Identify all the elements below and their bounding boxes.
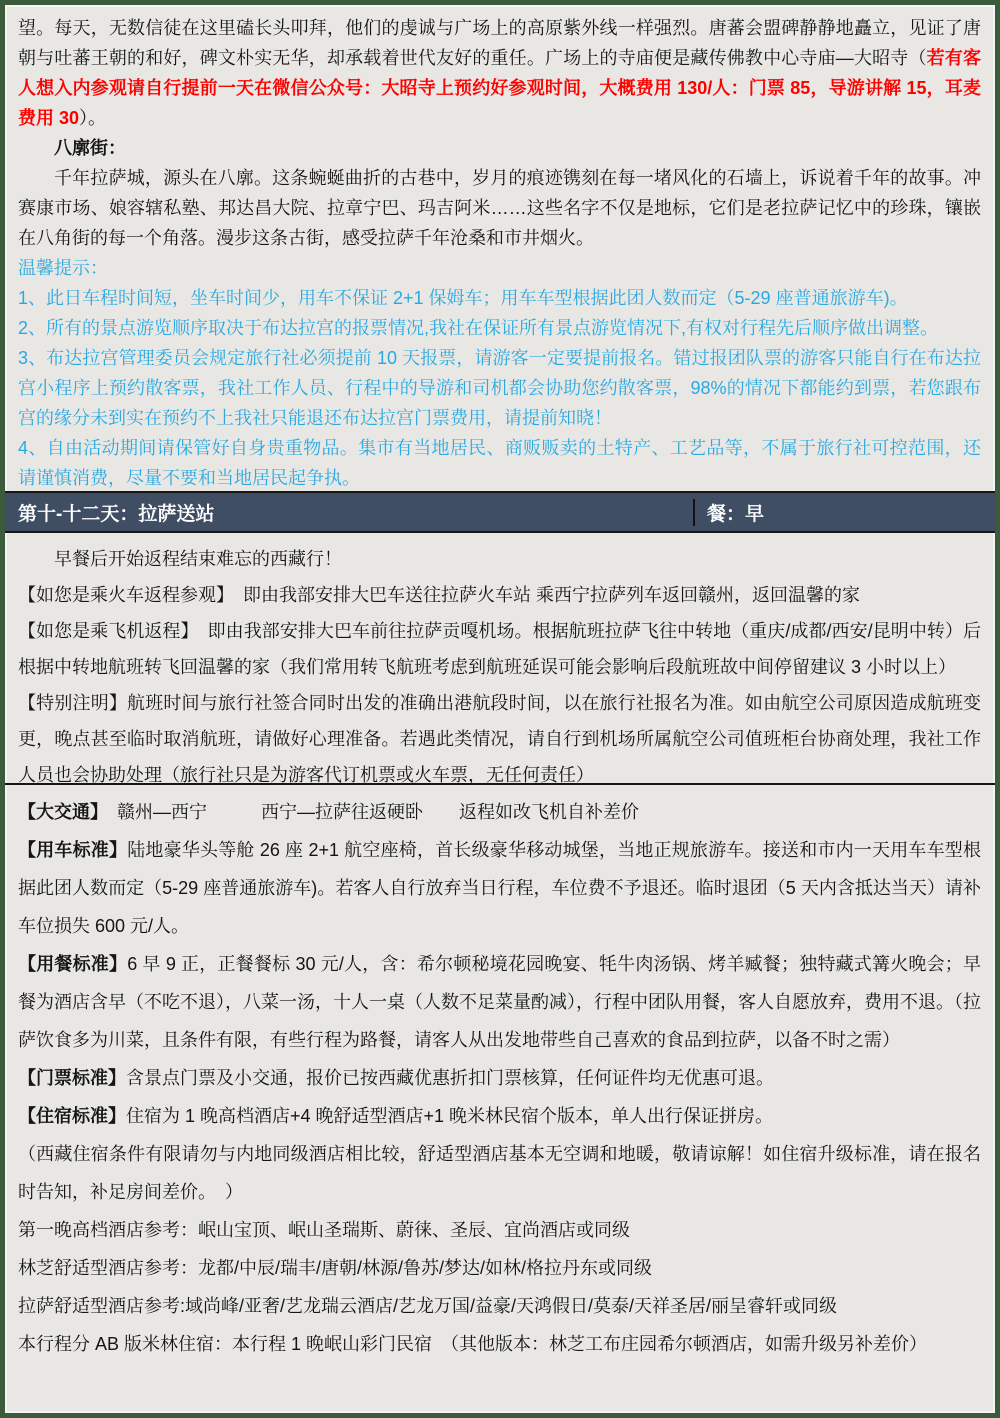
hotel-ref-milin: 本行程分 AB 版米林住宿：本行程 1 晚岷山彩门民宿 （其他版本：林芝工布庄园希尔顿酒店，如需升级另补差价）: [18, 1334, 928, 1354]
tip-item-2: 2、所有的景点游览顺序取决于布达拉宫的报票情况,我社在保证所有景点游览情况下,有权对行程先后顺序做出调整。: [18, 318, 939, 338]
day-meal-info: 餐：早: [693, 499, 995, 526]
standard-vehicle-label: 【用车标准】: [18, 840, 128, 860]
standard-meals-label: 【用餐标准】: [18, 954, 128, 974]
train-return-paragraph: 【如您是乘火车返程参观】 即由我部安排大巴车送往拉萨火车站 乘西宁拉萨列车返回赣州，返回温馨的家: [18, 585, 860, 605]
standard-vehicle-text: 陆地豪华头等舱 26 座 2+1 航空座椅，首长级豪华移动城堡，当地正规旅游车。接送和市内一天用车车型根据此团人数而定（5-29 座普通旅游车)。若客人自行放弃当日行程，车位费不予退还。临时退团（5 天内含抵达当天）请补车位损失 600 元/人。: [18, 840, 982, 936]
jokhang-booking-notice: 若有客人想入内参观请自行提前一天在微信公众号：大昭寺上预约好参观时间，大概费用 130/人：门票 85，导游讲解 15，耳麦费用 30: [18, 48, 982, 128]
standard-tickets: [18, 1059, 981, 1097]
section-intro-notes: [5, 5, 995, 491]
tips-title: 温馨提示：: [18, 258, 108, 278]
tip-item-1: 1、此日车程时间短，坐车时间少，用车不保证 2+1 保姆车；用车车型根据此团人数而定（5-29 座普通旅游车)。: [18, 288, 908, 308]
day-header-bar: [5, 491, 995, 533]
standard-transport-label: 【大交通】: [18, 802, 99, 822]
jokhang-text: 望。每天，无数信徒在这里磕长头叩拜，他们的虔诚与广场上的高原紫外线一样强烈。唐蕃会盟碑静静地矗立，见证了唐朝与吐蕃王朝的和好，碑文朴实无华，却承载着世代友好的重任。广场上的寺庙便是藏传佛教中心寺庙—大昭寺（: [18, 18, 981, 68]
standard-meals-text: 6 早 9 正，正餐餐标 30 元/人，含：希尔顿秘境花园晚宴、牦牛肉汤锅、烤羊臧餐；独特藏式篝火晚会；早餐为酒店含早（不吃不退），八菜一汤，十人一桌（人数不足菜量酌减），行程中团队用餐，客人自愿放弃，费用不退。（拉萨饮食多为川菜，且条件有限，有些行程为路餐，请客人从出发地带些自己喜欢的食品到拉萨，以备不时之需）: [18, 954, 981, 1050]
flight-return-paragraph: 【如您是乘飞机返程】 即由我部安排大巴车前往拉萨贡嘎机场。根据航班拉萨飞往中转地（重庆/成都/西安/昆明中转）后根据中转地航班转飞回温馨的家（我们常用转飞航班考虑到航班延误可能会影响后段航班故中间停留建议 3 小时以上）: [18, 621, 981, 677]
barkhor-heading: 八廓街：: [54, 138, 126, 158]
tip-item-4: 4、自由活动期间请保管好自身贵重物品。集市有当地居民、商贩贩卖的土特产、工艺品等，不属于旅行社可控范围，还请谨慎消费，尽量不要和当地居民起争执。: [18, 438, 981, 488]
standard-meals: [18, 945, 981, 1059]
lodging-note: （西藏住宿条件有限请勿与内地同级酒店相比较，舒适型酒店基本无空调和地暖，敬请谅解！如住宿升级标准，请在报名时告知，补足房间差价。 ）: [18, 1144, 981, 1202]
standard-transport: [18, 793, 981, 831]
hotel-ref-lhasa: 拉萨舒适型酒店参考:域尚峰/亚奢/艺龙瑞云酒店/艺龙万国/益豪/天鸿假日/莫泰/天祥圣居/丽呈睿轩或同级: [18, 1296, 838, 1316]
tip-item-3: 3、布达拉宫管理委员会规定旅行社必须提前 10 天报票，请游客一定要提前报名。错过报团队票的游客只能自行在布达拉宫小程序上预约散客票，我社工作人员、行程中的导游和司机都会协助您约散客票，98%的情况下都能约到票，若您跟布宫的缘分未到实在预约不上我社只能退还布达拉宫门票费用，请提前知晓！: [18, 348, 981, 428]
standard-lodging: [18, 1097, 981, 1135]
tips-block: [18, 253, 981, 493]
barkhor-paragraph: 千年拉萨城，源头在八廓。这条蜿蜒曲折的古巷中，岁月的痕迹镌刻在每一堵风化的石墙上，诉说着千年的故事。冲赛康市场、娘容辖私塾、邦达昌大院、拉章宁巴、玛吉阿米……这些名字不仅是地标，它们是老拉萨记忆中的珍珠，镶嵌在八角街的每一个角落。漫步这条古街，感受拉萨千年沧桑和市井烟火。: [18, 168, 981, 248]
standard-tickets-text: 含景点门票及小交通，报价已按西藏优惠折扣门票核算，任何证件均无优惠可退。: [126, 1068, 774, 1088]
hotel-ref-first-night: 第一晚高档酒店参考：岷山宝顶、岷山圣瑞斯、蔚徕、圣辰、宜尚酒店或同级: [18, 1220, 630, 1240]
hotel-ref-nyingchi: 林芝舒适型酒店参考：龙都/中辰/瑞丰/唐朝/林源/鲁苏/梦达/如林/格拉丹东或同级: [18, 1258, 653, 1278]
jokhang-text-end: ）。: [79, 108, 107, 128]
standard-vehicle: [18, 831, 981, 945]
section-day-description: [5, 533, 995, 783]
standard-tickets-label: 【门票标准】: [18, 1068, 126, 1088]
day-title: 第十-十二天：拉萨送站: [18, 503, 215, 525]
special-note-paragraph: 【特别注明】航班时间与旅行社签合同时出发的准确出港航段时间，以在旅行社报名为准。如由航空公司原因造成航班变更，晚点甚至临时取消航班，请做好心理准备。若遇此类情况，请自行到机场所属航空公司值班柜台协商处理，我社工作人员也会协助处理（旅行社只是为游客代订机票或火车票，无任何责任）: [18, 693, 981, 785]
standard-lodging-label: 【住宿标准】: [18, 1106, 126, 1126]
day-lead-sentence: 早餐后开始返程结束难忘的西藏行！: [54, 549, 342, 569]
standard-transport-text: 赣州—西宁 西宁—拉萨往返硬卧 返程如改飞机自补差价: [99, 802, 639, 822]
section-standards: [5, 783, 995, 1413]
jokhang-paragraph: [18, 13, 981, 133]
standard-lodging-text: 住宿为 1 晚高档酒店+4 晚舒适型酒店+1 晚米林民宿个版本，单人出行保证拼房。: [126, 1106, 774, 1126]
